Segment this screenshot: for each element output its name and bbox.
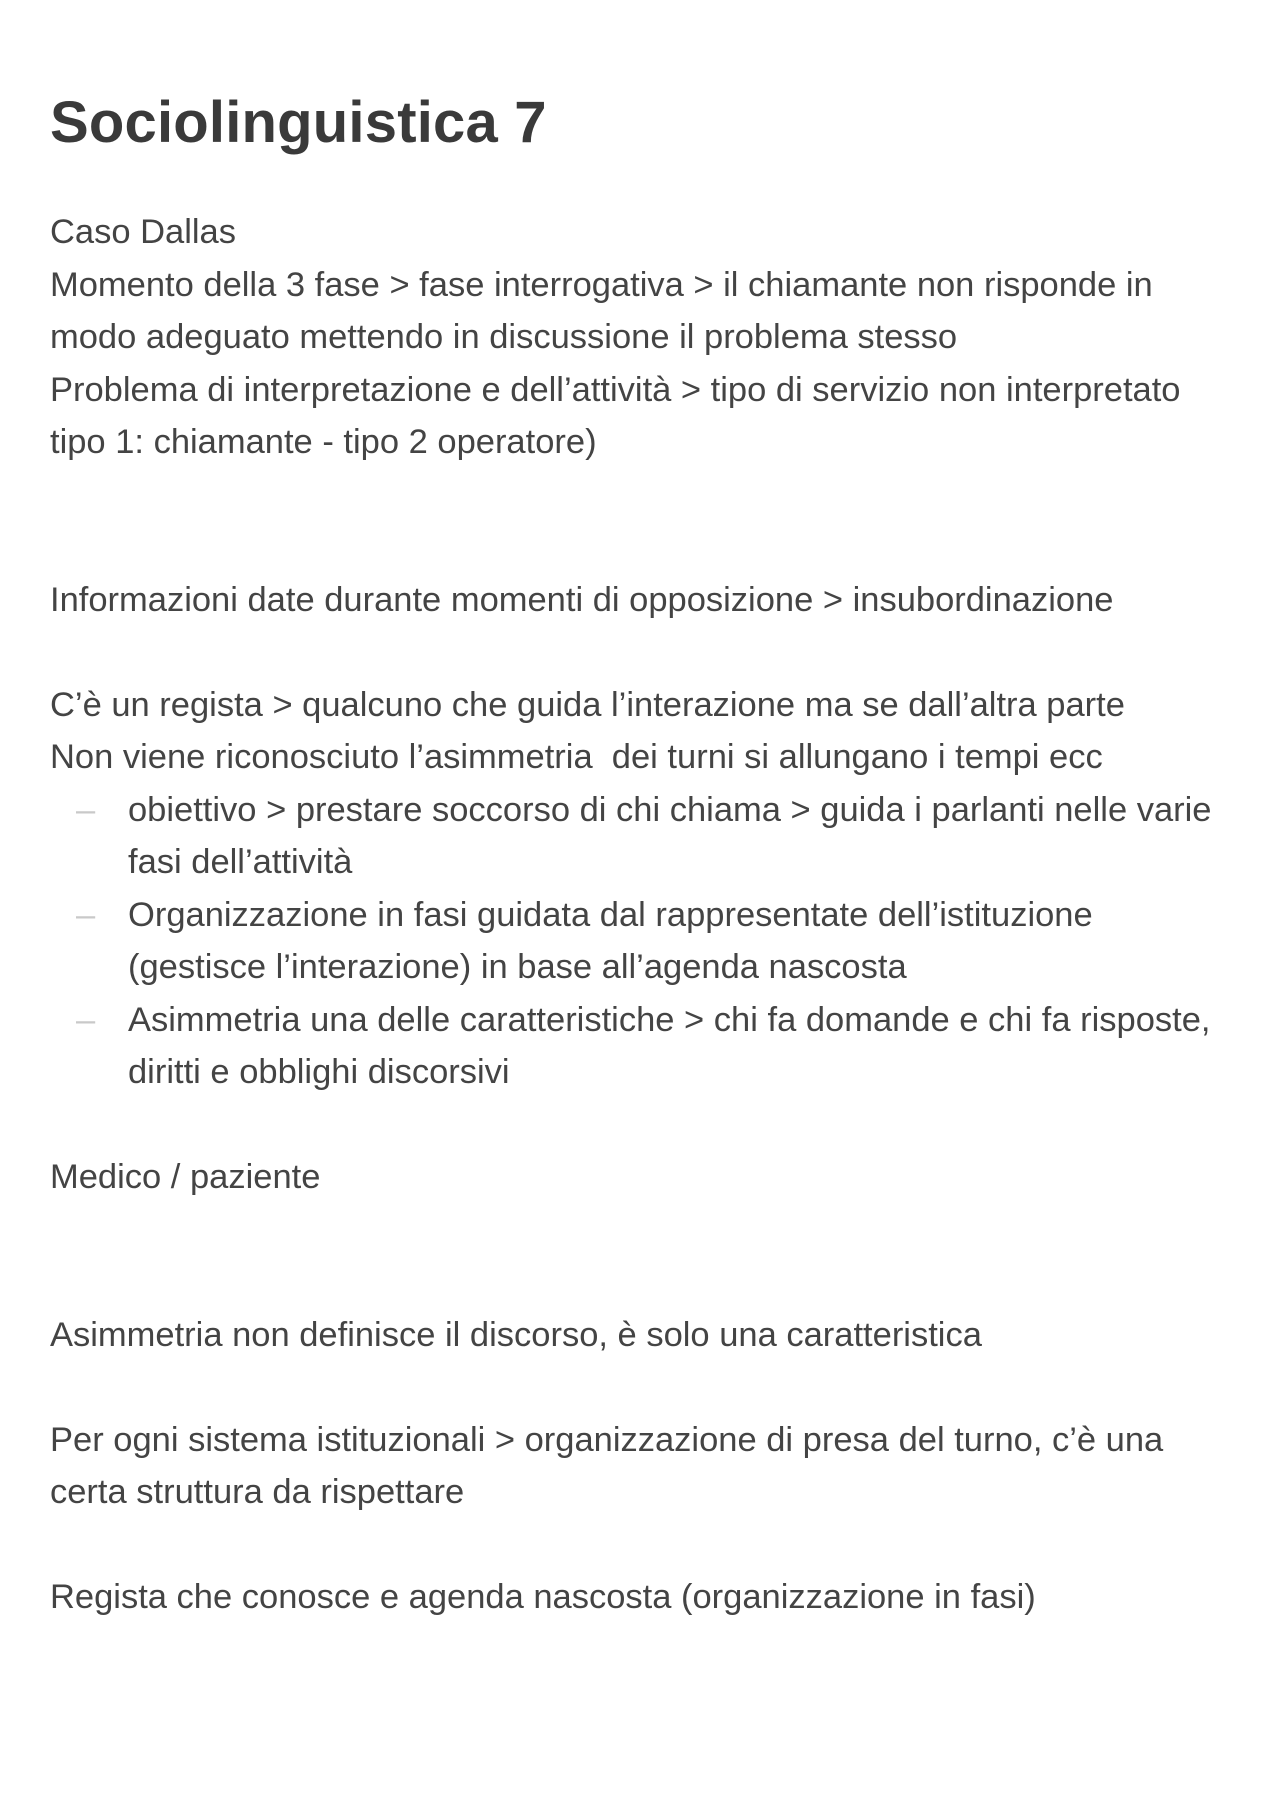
- dash-list: [50, 784, 1240, 1099]
- note-content: [50, 0, 1240, 1624]
- dash-bullet-icon: –: [76, 1000, 96, 1039]
- note-line-caso-dallas: Caso Dallas: [50, 213, 236, 251]
- note-line-momento: Momento della 3 fase > fase interrogativa > il chiamante non risponde in modo adeguato mettendo in discussione il problema stesso: [50, 265, 1163, 356]
- note-line-medico-paziente: Medico / paziente: [50, 1158, 321, 1196]
- list-item-text: Asimmetria una delle caratteristiche > chi fa domande e chi fa risposte, diritti e obblighi discorsivi: [128, 1000, 1211, 1091]
- list-item: [50, 784, 1240, 889]
- note-line-sistema-istituzionali: Per ogni sistema istituzionali > organizzazione di presa del turno, c’è una certa struttura da rispettare: [50, 1420, 1173, 1511]
- list-item: [50, 994, 1240, 1099]
- list-item-text: Organizzazione in fasi guidata dal rappresentate dell’istituzione (gestisce l’interazione) in base all’agenda nascosta: [128, 895, 1093, 986]
- note-title[interactable]: Sociolinguistica 7: [50, 90, 547, 155]
- empty-line: [50, 469, 1240, 574]
- empty-line: [50, 626, 1240, 679]
- note-line-informazioni: Informazioni date durante momenti di opposizione > insubordinazione: [50, 580, 1114, 619]
- note-line-asimmetria-discorso: Asimmetria non definisce il discorso, è solo una caratteristica: [50, 1315, 982, 1354]
- list-item-text: obiettivo > prestare soccorso di chi chiama > guida i parlanti nelle varie fasi dell’attività: [128, 790, 1212, 881]
- empty-line: [50, 1519, 1240, 1572]
- empty-line: [50, 1204, 1240, 1309]
- list-item: [50, 889, 1240, 994]
- note-line-problema: Problema di interpretazione e dell’attività > tipo di servizio non interpretato tipo 1: chiamante - tipo 2 operatore): [50, 370, 1191, 461]
- dash-bullet-icon: –: [76, 790, 96, 829]
- note-body[interactable]: [50, 206, 1240, 1624]
- note-line-regista: C’è un regista > qualcuno che guida l’interazione ma se dall’altra parte: [50, 685, 1125, 724]
- empty-line: [50, 1099, 1240, 1152]
- note-line-asimmetria-turni: Non viene riconosciuto l’asimmetria dei turni si allungano i tempi ecc: [50, 738, 1103, 776]
- dash-bullet-icon: –: [76, 895, 96, 934]
- empty-line: [50, 1361, 1240, 1414]
- note-line-regista-agenda: Regista che conosce e agenda nascosta (organizzazione in fasi): [50, 1578, 1036, 1616]
